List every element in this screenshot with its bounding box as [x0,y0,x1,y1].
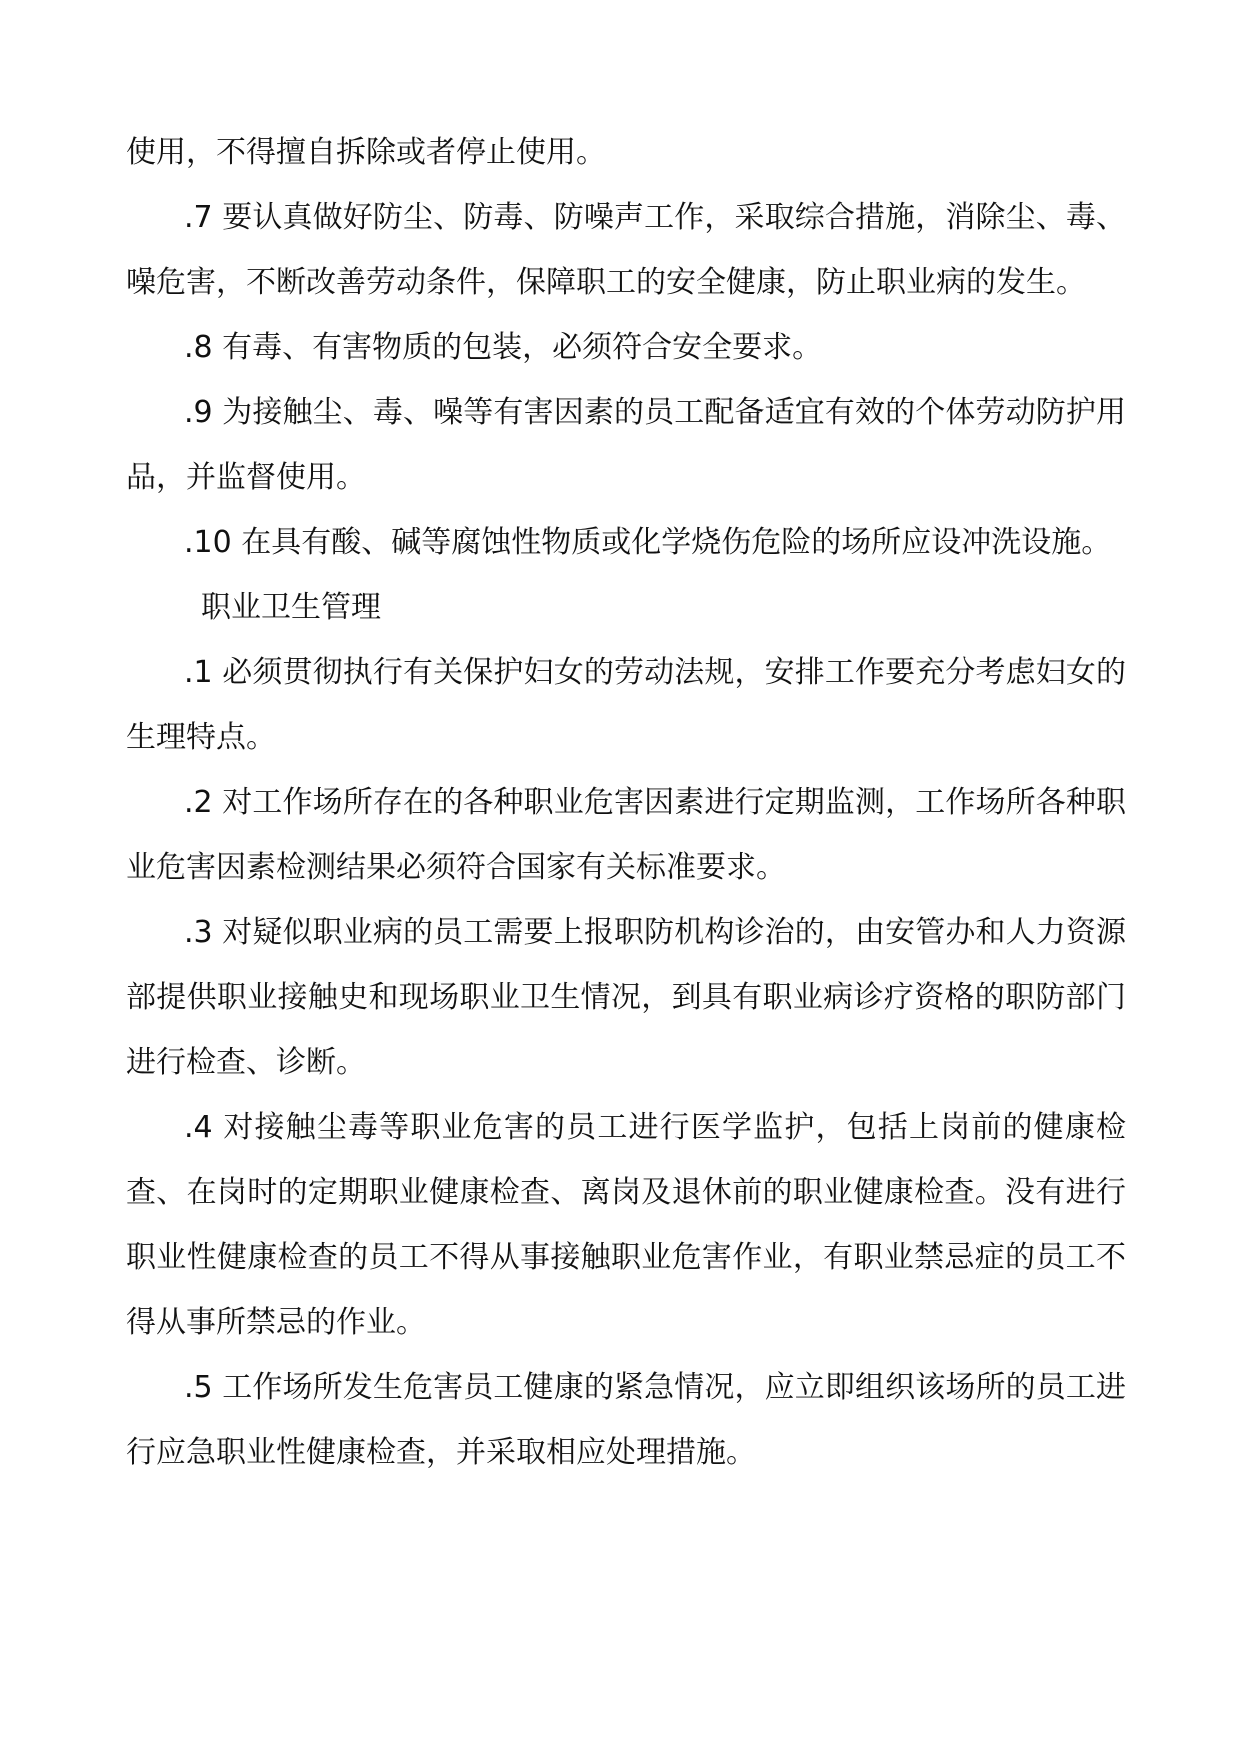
paragraph-item-5: .5 工作场所发生危害员工健康的紧急情况，应立即组织该场所的员工进行应急职业性健康检查，并采取相应处理措施。 [126,1370,1126,1470]
paragraph-item-7: .7 要认真做好防尘、防毒、防噪声工作，采取综合措施，消除尘、毒、噪危害，不断改善劳动条件，保障职工的安全健康，防止职业病的发生。 [126,200,1126,300]
paragraph-item-2: .2 对工作场所存在的各种职业危害因素进行定期监测，工作场所各种职业危害因素检测结果必须符合国家有关标准要求。 [126,785,1126,885]
paragraph-item-3: .3 对疑似职业病的员工需要上报职防机构诊治的，由安管办和人力资源部提供职业接触史和现场职业卫生情况，到具有职业病诊疗资格的职防部门进行检查、诊断。 [126,915,1126,1080]
document-page [126,120,1126,1485]
paragraph-item-8: .8 有毒、有害物质的包装，必须符合安全要求。 [184,330,823,365]
paragraph-item-1: .1 必须贯彻执行有关保护妇女的劳动法规，安排工作要充分考虑妇女的生理特点。 [126,655,1126,755]
paragraph-continuation: 使用，不得擅自拆除或者停止使用。 [126,135,606,170]
paragraph-item-9: .9 为接触尘、毒、噪等有害因素的员工配备适宜有效的个体劳动防护用品，并监督使用。 [126,395,1126,495]
paragraph-item-10: .10 在具有酸、碱等腐蚀性物质或化学烧伤危险的场所应设冲洗设施。 [184,525,1112,560]
section-heading: 职业卫生管理 [201,590,381,625]
paragraph-item-4: .4 对接触尘毒等职业危害的员工进行医学监护，包括上岗前的健康检查、在岗时的定期职业健康检查、离岗及退休前的职业健康检查。没有进行职业性健康检查的员工不得从事接触职业危害作业，有职业禁忌症的员工不得从事所禁忌的作业。 [126,1110,1126,1340]
